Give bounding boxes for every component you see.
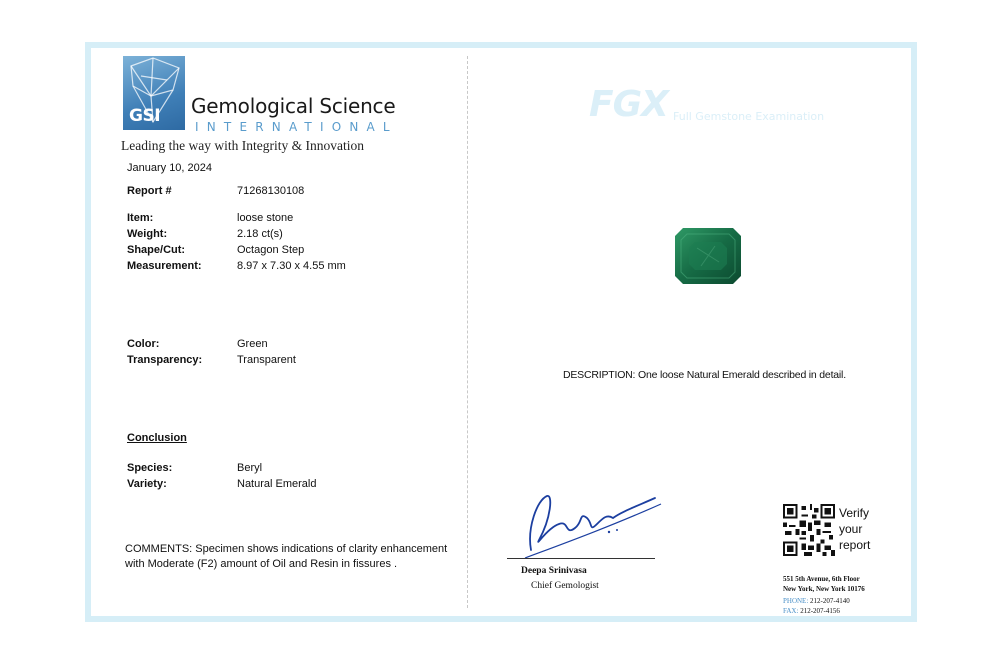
report-number: 71268130108 — [237, 185, 305, 197]
species-label: Species: — [127, 462, 173, 474]
fax-label: FAX: — [783, 607, 799, 615]
transparency-label: Transparency: — [127, 354, 203, 366]
color-label: Color: — [127, 338, 160, 350]
logo-gsi-text: GSI — [129, 106, 161, 126]
address-line-1: 551 5th Avenue, 6th Floor — [783, 575, 860, 583]
weight-value: 2.18 ct(s) — [237, 228, 283, 240]
gsi-logo-mark — [123, 56, 185, 130]
company-name: Gemological Science — [191, 94, 396, 118]
report-date: January 10, 2024 — [127, 162, 213, 174]
shape-cut-value: Octagon Step — [237, 244, 305, 256]
item-value: loose stone — [237, 212, 294, 224]
color-value: Green — [237, 338, 268, 350]
fgx-watermark-logo: FGX — [589, 84, 668, 125]
verify-line-3: report — [839, 538, 871, 552]
transparency-value: Transparent — [237, 354, 296, 366]
fgx-watermark-subtitle: Full Gemstone Examination — [673, 110, 825, 123]
measurement-label: Measurement: — [127, 260, 202, 272]
measurement-value: 8.97 x 7.30 x 4.55 mm — [237, 260, 346, 272]
report-number-label: Report # — [127, 185, 172, 197]
qr-code-icon[interactable] — [783, 504, 835, 556]
report-right-panel — [477, 48, 911, 616]
verify-line-2: your — [839, 522, 863, 536]
certificate-frame — [85, 42, 917, 622]
variety-label: Variety: — [127, 478, 167, 490]
weight-label: Weight: — [127, 228, 168, 240]
fax-info — [783, 606, 840, 616]
comments-text: COMMENTS: Specimen shows indications of clarity enhancement with Moderate (F2) amount of Oil and Resin in fissures . — [125, 543, 448, 570]
signer-title: Chief Gemologist — [531, 581, 599, 591]
phone-label: PHONE: — [783, 597, 809, 605]
variety-value: Natural Emerald — [237, 478, 317, 490]
signer-name: Deepa Srinivasa — [521, 566, 587, 576]
species-value: Beryl — [237, 462, 263, 474]
description-text: DESCRIPTION: One loose Natural Emerald described in detail. — [563, 369, 846, 381]
handwritten-signature — [517, 488, 667, 558]
phone-info — [783, 596, 850, 606]
verify-line-1: Verify — [839, 506, 870, 520]
conclusion-heading: Conclusion — [127, 432, 187, 444]
address — [783, 574, 865, 594]
company-tagline: Leading the way with Integrity & Innovation — [121, 138, 364, 153]
shape-cut-label: Shape/Cut: — [127, 244, 186, 256]
report-left-panel — [91, 48, 471, 616]
company-subtitle: INTERNATIONAL — [195, 120, 398, 134]
phone-number: 212-207-4140 — [810, 597, 850, 605]
fold-line — [467, 56, 468, 608]
fax-number: 212-207-4156 — [800, 607, 840, 615]
verify-report-link[interactable] — [839, 505, 899, 553]
signature-line — [507, 558, 655, 559]
address-line-2: New York, New York 10176 — [783, 585, 865, 593]
item-label: Item: — [127, 212, 154, 224]
emerald-photo — [675, 228, 741, 284]
